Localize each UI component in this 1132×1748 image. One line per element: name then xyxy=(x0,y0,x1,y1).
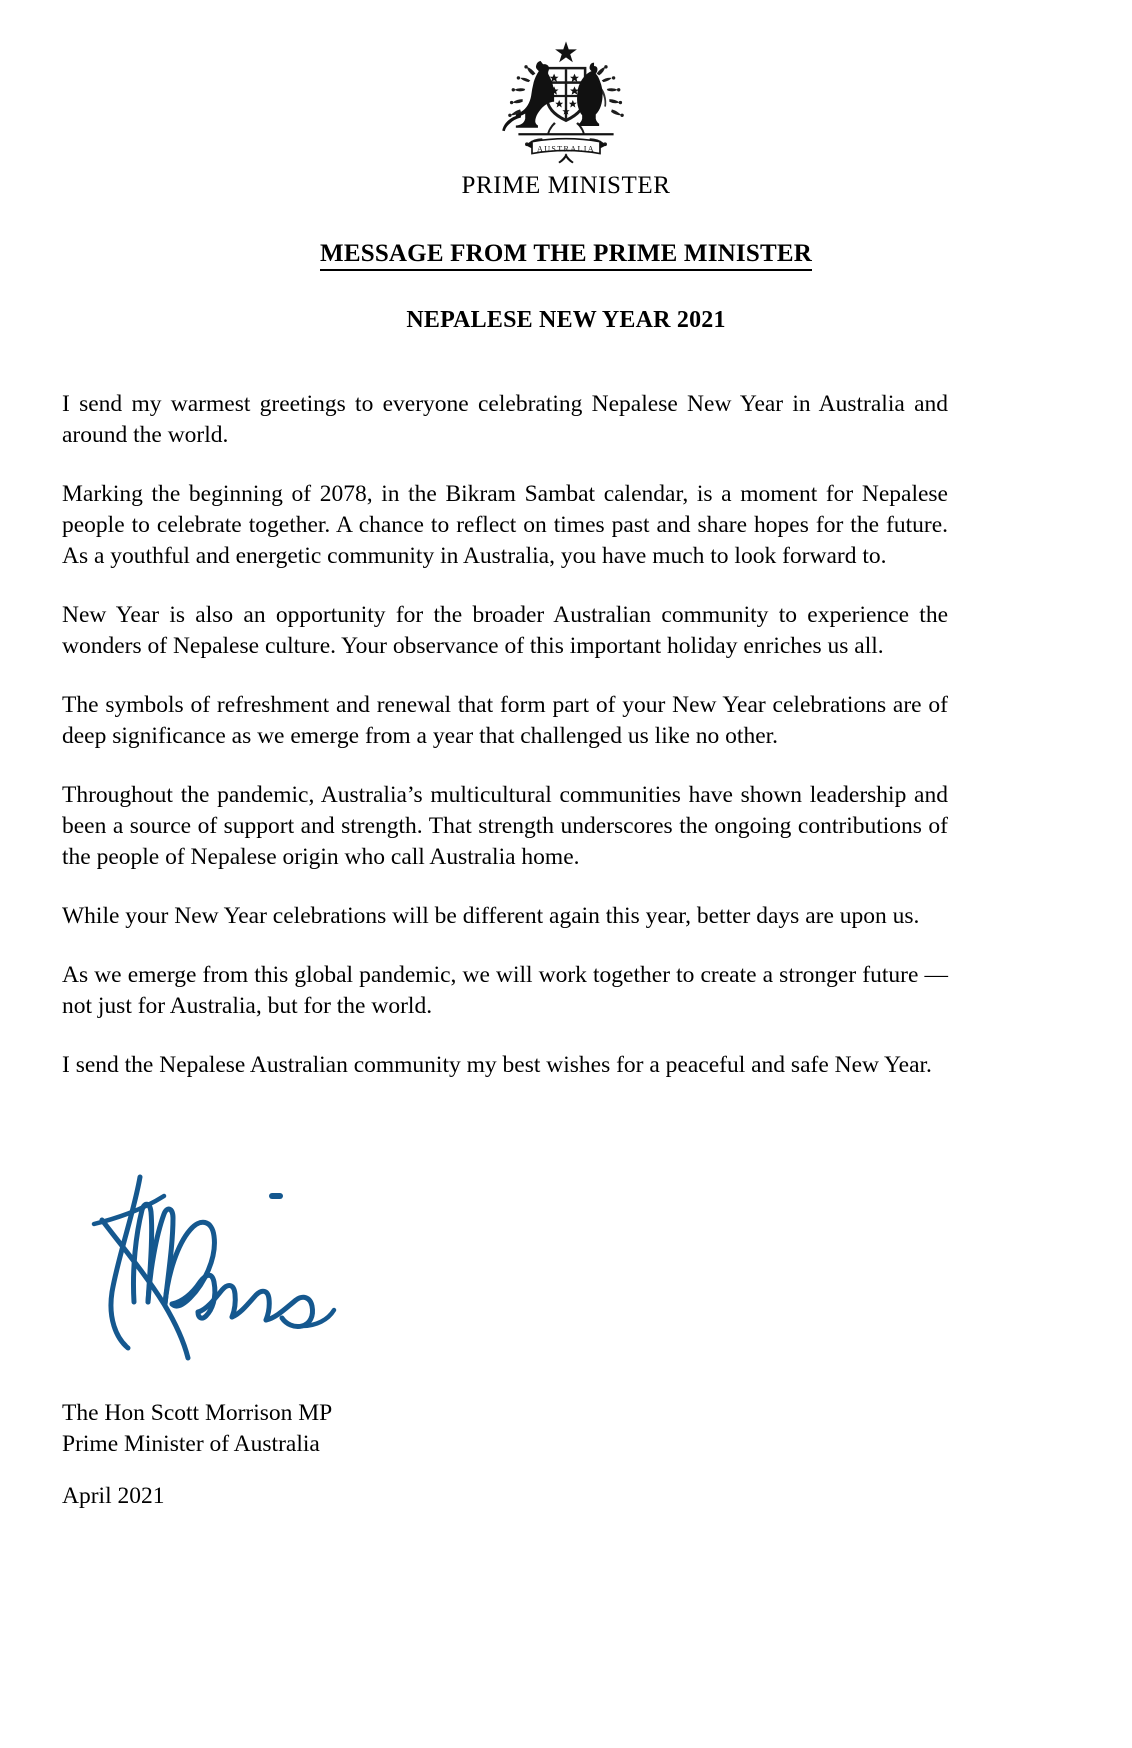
australian-coat-of-arms-icon xyxy=(481,36,651,164)
office-header: PRIME MINISTER xyxy=(461,172,671,199)
letter-date: April 2021 xyxy=(62,1483,165,1509)
page-title-text: MESSAGE FROM THE PRIME MINISTER xyxy=(320,240,812,271)
signature-image xyxy=(72,1152,382,1372)
signature-icon xyxy=(72,1152,382,1372)
letter-body xyxy=(62,389,948,1081)
page-title xyxy=(0,240,1132,268)
body-paragraph: I send my warmest greetings to everyone celebrating Nepalese New Year in Australia and around the world. xyxy=(62,391,948,448)
body-paragraph: New Year is also an opportunity for the broader Australian community to experience the wonders of Nepalese culture. Your observance of this important holiday enriches us all. xyxy=(62,602,948,659)
page-subtitle: NEPALESE NEW YEAR 2021 xyxy=(406,307,726,333)
body-paragraph: I send the Nepalese Australian community my best wishes for a peaceful and safe New Year. xyxy=(62,1052,932,1078)
coat-of-arms-container xyxy=(0,36,1132,164)
signoff-title: Prime Minister of Australia xyxy=(62,1431,320,1457)
body-paragraph: While your New Year celebrations will be different again this year, better days are upon us. xyxy=(62,903,920,929)
body-paragraph: Throughout the pandemic, Australia’s multicultural communities have shown leadership and been a source of support and strength. That strength underscores the ongoing contributions of the people of Nepalese origin who call Australia home. xyxy=(62,782,948,870)
signoff-block xyxy=(62,1398,762,1460)
body-paragraph: As we emerge from this global pandemic, we will work together to create a stronger future — not just for Australia, but for the world. xyxy=(62,962,948,1019)
svg-text:AUSTRALIA: AUSTRALIA xyxy=(537,144,595,154)
body-paragraph: The symbols of refreshment and renewal that form part of your New Year celebrations are of deep significance as we emerge from a year that challenged us like no other. xyxy=(62,692,948,749)
signoff-name: The Hon Scott Morrison MP xyxy=(62,1400,333,1426)
body-paragraph: Marking the beginning of 2078, in the Bikram Sambat calendar, is a moment for Nepalese people to celebrate together. A chance to reflect on times past and share hopes for the future. As a youthful and energetic community in Australia, you have much to look forward to. xyxy=(62,481,948,569)
